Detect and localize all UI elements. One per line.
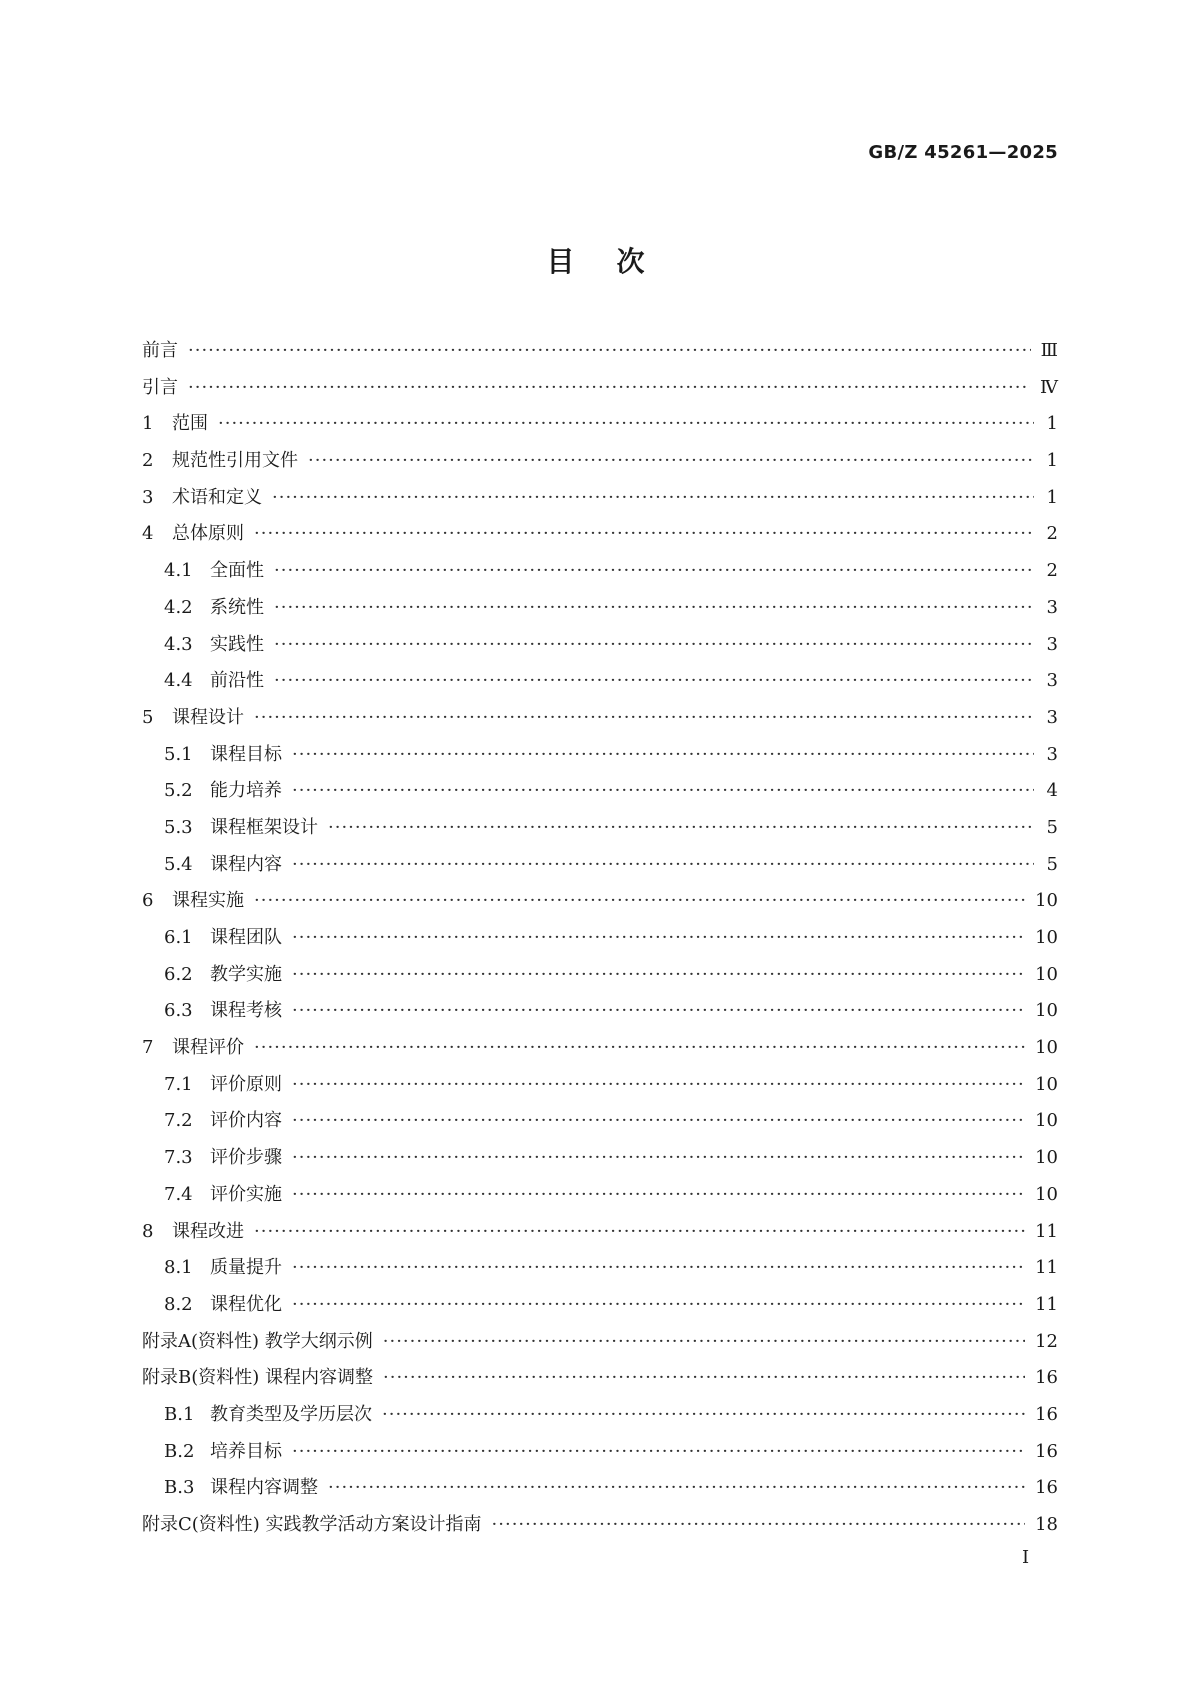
toc-entry-label — [142, 703, 244, 729]
toc-entry-page: 10 — [1035, 963, 1058, 985]
toc-entry-number: 5.1 — [164, 743, 193, 765]
toc-entry-page: 10 — [1035, 1073, 1058, 1095]
toc-entry-page: 16 — [1035, 1440, 1058, 1462]
toc-entry-page: Ⅳ — [1040, 376, 1058, 398]
toc-entry[interactable] — [142, 336, 1058, 373]
toc-entry-text: 课程评价 — [172, 1037, 244, 1059]
toc-entry-text: 系统性 — [210, 596, 264, 618]
toc-leader-dots — [292, 1000, 1025, 1021]
toc-entry[interactable] — [142, 1033, 1058, 1070]
toc-entry-number: 6.1 — [164, 927, 193, 948]
toc-entry-text: 课程改进 — [172, 1220, 244, 1242]
toc-entry-page: 4 — [1046, 780, 1058, 802]
toc-entry[interactable] — [142, 996, 1058, 1033]
toc-entry-label — [164, 1106, 282, 1132]
toc-entry[interactable] — [142, 519, 1058, 556]
toc-entry-number: 6.2 — [164, 963, 193, 985]
toc-leader-dots — [382, 1404, 1025, 1425]
toc-entry[interactable] — [142, 1510, 1058, 1547]
toc-entry[interactable] — [142, 556, 1058, 593]
toc-entry[interactable] — [142, 1363, 1058, 1400]
toc-entry-text: 教育类型及学历层次 — [210, 1403, 372, 1425]
toc-entry-number: B.1 — [164, 1403, 195, 1425]
toc-leader-dots — [292, 1110, 1025, 1131]
toc-entry-label — [164, 1143, 282, 1169]
toc-entry-text: 教学实施 — [210, 963, 282, 985]
page-number: I — [1022, 1547, 1030, 1568]
toc-entry-text: 实践性 — [210, 633, 264, 655]
toc-entry-text: 课程考核 — [210, 1000, 282, 1022]
toc-leader-dots — [274, 597, 1034, 618]
toc-entry[interactable] — [142, 1400, 1058, 1437]
toc-entry-number: 7.1 — [164, 1073, 193, 1095]
toc-entry-page: 3 — [1046, 706, 1058, 728]
toc-leader-dots — [292, 1074, 1025, 1095]
toc-entry-label — [142, 1510, 482, 1536]
toc-entry-page: Ⅲ — [1040, 340, 1058, 361]
toc-entry-label — [142, 409, 208, 435]
toc-leader-dots — [274, 560, 1034, 581]
toc-entry-number: 7.3 — [164, 1147, 193, 1169]
toc-entry-text: 前沿性 — [210, 670, 264, 692]
toc-entry-number: 4.3 — [164, 633, 193, 655]
toc-entry-label — [142, 483, 262, 509]
toc-entry[interactable] — [142, 923, 1058, 960]
toc-entry[interactable] — [142, 1070, 1058, 1107]
toc-leader-dots — [274, 670, 1034, 691]
toc-entry-page: 10 — [1035, 927, 1058, 948]
toc-leader-dots — [292, 1257, 1025, 1278]
toc-entry-text: 全面性 — [210, 560, 264, 582]
toc-entry-label — [142, 336, 178, 362]
toc-entry-page: 5 — [1046, 816, 1058, 838]
toc-entry-label — [164, 1290, 282, 1316]
toc-leader-dots — [328, 1477, 1025, 1498]
toc-entry-label — [164, 1473, 318, 1499]
toc-entry-text: 范围 — [172, 413, 208, 435]
toc-leader-dots — [292, 964, 1025, 985]
toc-leader-dots — [292, 927, 1025, 948]
toc-entry-label — [142, 1363, 373, 1389]
toc-entry-number: 1 — [142, 413, 154, 435]
toc-entry-text: 课程框架设计 — [210, 816, 318, 838]
toc-entry-label — [142, 1327, 373, 1353]
toc-leader-dots — [254, 523, 1034, 544]
toc-entry-number: B.3 — [164, 1477, 195, 1499]
toc-entry[interactable] — [142, 446, 1058, 483]
toc-entry[interactable] — [142, 776, 1058, 813]
toc-leader-dots — [383, 1367, 1025, 1388]
toc-entry-text: 课程目标 — [210, 743, 282, 765]
toc-entry-label — [142, 1033, 244, 1059]
toc-entry[interactable] — [142, 593, 1058, 630]
toc-entry[interactable] — [142, 409, 1058, 446]
toc-entry-label — [164, 740, 282, 766]
toc-entry[interactable] — [142, 483, 1058, 520]
toc-entry-number: 4.1 — [164, 560, 193, 582]
toc-entry-page: 11 — [1035, 1293, 1058, 1315]
standard-code: GB/Z 45261—2025 — [868, 142, 1058, 163]
toc-entry-number: 6.3 — [164, 1000, 193, 1022]
toc-entry-text: 附录C(资料性) 实践教学活动方案设计指南 — [142, 1514, 482, 1535]
toc-entry[interactable] — [142, 1106, 1058, 1143]
toc-leader-dots — [292, 780, 1034, 801]
toc-entry-page: 12 — [1035, 1330, 1058, 1352]
toc-entry-page: 1 — [1046, 413, 1058, 435]
toc-entry-text: 评价步骤 — [210, 1147, 282, 1169]
toc-entry-text: 课程团队 — [210, 927, 282, 948]
toc-entry-number: 5.4 — [164, 853, 193, 875]
toc-entry-page: 2 — [1046, 560, 1058, 582]
toc-entry[interactable] — [142, 1437, 1058, 1474]
toc-entry-text: 课程实施 — [172, 890, 244, 912]
toc-entry-label — [142, 373, 178, 399]
toc-entry-number: 2 — [142, 450, 154, 472]
toc-entry-text: 附录A(资料性) 教学大纲示例 — [142, 1330, 373, 1352]
toc-entry-page: 10 — [1035, 890, 1058, 912]
toc-entry-text: 引言 — [142, 376, 178, 398]
toc-entry[interactable] — [142, 630, 1058, 667]
toc-entry[interactable] — [142, 1327, 1058, 1364]
toc-leader-dots — [383, 1331, 1025, 1352]
toc-entry-label — [164, 1437, 282, 1463]
toc-leader-dots — [292, 744, 1034, 765]
toc-entry-number: 7.2 — [164, 1110, 193, 1132]
toc-entry-text: 能力培养 — [210, 780, 282, 802]
toc-entry-number: 4.2 — [164, 596, 193, 618]
toc-entry-text: 附录B(资料性) 课程内容调整 — [142, 1367, 373, 1389]
page-title: 目次 — [546, 245, 687, 278]
toc-entry-label — [164, 1400, 372, 1426]
toc-entry-label — [164, 593, 264, 619]
toc-entry-text: 评价内容 — [210, 1110, 282, 1132]
toc-entry-text: 规范性引用文件 — [172, 450, 298, 472]
toc-entry-number: 8.2 — [164, 1293, 193, 1315]
toc-entry-label — [164, 1180, 282, 1206]
toc-entry-page: 10 — [1035, 1037, 1058, 1059]
toc-entry-text: 课程设计 — [172, 706, 244, 728]
toc-leader-dots — [328, 817, 1034, 838]
toc-leader-dots — [218, 413, 1034, 434]
toc-entry[interactable] — [142, 1143, 1058, 1180]
toc-entry-number: 8.1 — [164, 1257, 193, 1279]
toc-entry-label — [164, 630, 264, 656]
toc-entry-label — [164, 776, 282, 802]
toc-entry-number: 7.4 — [164, 1183, 193, 1205]
table-of-contents — [142, 336, 1058, 1547]
toc-entry-page: 3 — [1046, 596, 1058, 618]
toc-entry-page: 16 — [1035, 1367, 1058, 1389]
toc-entry-text: 术语和定义 — [172, 486, 262, 508]
toc-entry-number: 5.3 — [164, 816, 193, 838]
toc-entry-number: 5.2 — [164, 780, 193, 802]
toc-leader-dots — [292, 1147, 1025, 1168]
toc-entry-number: 4 — [142, 523, 154, 545]
toc-entry-text: 前言 — [142, 340, 178, 361]
toc-leader-dots — [292, 1294, 1025, 1315]
toc-entry[interactable] — [142, 373, 1058, 410]
toc-entry-label — [164, 996, 282, 1022]
toc-entry[interactable] — [142, 850, 1058, 887]
toc-entry-text: 评价实施 — [210, 1183, 282, 1205]
toc-entry-label — [164, 666, 264, 692]
toc-entry-number: 5 — [142, 706, 154, 728]
toc-leader-dots — [254, 1221, 1025, 1242]
toc-entry[interactable] — [142, 703, 1058, 740]
toc-entry[interactable] — [142, 1180, 1058, 1217]
toc-entry[interactable] — [142, 1290, 1058, 1327]
toc-leader-dots — [254, 1037, 1025, 1058]
toc-entry-text: 课程优化 — [210, 1293, 282, 1315]
toc-entry-page: 16 — [1035, 1477, 1058, 1499]
toc-entry[interactable] — [142, 960, 1058, 997]
toc-entry-text: 评价原则 — [210, 1073, 282, 1095]
toc-entry-number: 6 — [142, 890, 154, 912]
toc-leader-dots — [492, 1514, 1026, 1535]
toc-entry-page: 1 — [1046, 450, 1058, 472]
toc-entry-label — [142, 886, 244, 912]
toc-entry-page: 2 — [1046, 523, 1058, 545]
toc-entry-page: 3 — [1046, 743, 1058, 765]
toc-entry-page: 1 — [1046, 486, 1058, 508]
toc-entry-text: 课程内容调整 — [210, 1477, 318, 1499]
toc-entry-number: 7 — [142, 1037, 154, 1059]
toc-entry-label — [164, 923, 282, 949]
toc-entry-label — [164, 556, 264, 582]
toc-entry-page: 10 — [1035, 1183, 1058, 1205]
toc-entry-page: 3 — [1046, 670, 1058, 692]
toc-entry[interactable] — [142, 1473, 1058, 1510]
toc-entry-text: 培养目标 — [210, 1440, 282, 1462]
toc-leader-dots — [188, 340, 1031, 361]
toc-entry[interactable] — [142, 740, 1058, 777]
toc-leader-dots — [292, 854, 1034, 875]
toc-entry-page: 10 — [1035, 1110, 1058, 1132]
toc-leader-dots — [254, 707, 1034, 728]
toc-entry-page: 16 — [1035, 1403, 1058, 1425]
toc-entry-text: 课程内容 — [210, 853, 282, 875]
toc-entry-text: 质量提升 — [210, 1257, 282, 1279]
toc-entry-page: 11 — [1035, 1220, 1058, 1242]
toc-entry-label — [164, 1253, 282, 1279]
toc-leader-dots — [292, 1441, 1025, 1462]
toc-leader-dots — [274, 634, 1034, 655]
toc-entry-page: 5 — [1046, 853, 1058, 875]
toc-entry-page: 18 — [1035, 1514, 1058, 1535]
toc-entry-label — [164, 850, 282, 876]
toc-entry-number: 3 — [142, 486, 154, 508]
toc-entry[interactable] — [142, 813, 1058, 850]
toc-entry[interactable] — [142, 1217, 1058, 1254]
toc-leader-dots — [272, 487, 1034, 508]
toc-entry-page: 10 — [1035, 1147, 1058, 1169]
toc-entry-page: 10 — [1035, 1000, 1058, 1022]
toc-entry-number: 4.4 — [164, 670, 193, 692]
toc-entry[interactable] — [142, 1253, 1058, 1290]
toc-entry-label — [164, 813, 318, 839]
toc-entry-label — [142, 1217, 244, 1243]
toc-leader-dots — [188, 377, 1030, 398]
toc-entry-label — [142, 446, 298, 472]
toc-entry[interactable] — [142, 666, 1058, 703]
toc-entry-number: 8 — [142, 1220, 154, 1242]
toc-entry-page: 3 — [1046, 633, 1058, 655]
toc-entry[interactable] — [142, 886, 1058, 923]
toc-entry-label — [142, 519, 244, 545]
toc-leader-dots — [292, 1184, 1025, 1205]
toc-entry-page: 11 — [1035, 1257, 1058, 1279]
toc-entry-text: 总体原则 — [172, 523, 244, 545]
toc-leader-dots — [254, 890, 1025, 911]
toc-entry-label — [164, 1070, 282, 1096]
toc-entry-number: B.2 — [164, 1440, 195, 1462]
toc-leader-dots — [308, 450, 1034, 471]
toc-entry-label — [164, 960, 282, 986]
